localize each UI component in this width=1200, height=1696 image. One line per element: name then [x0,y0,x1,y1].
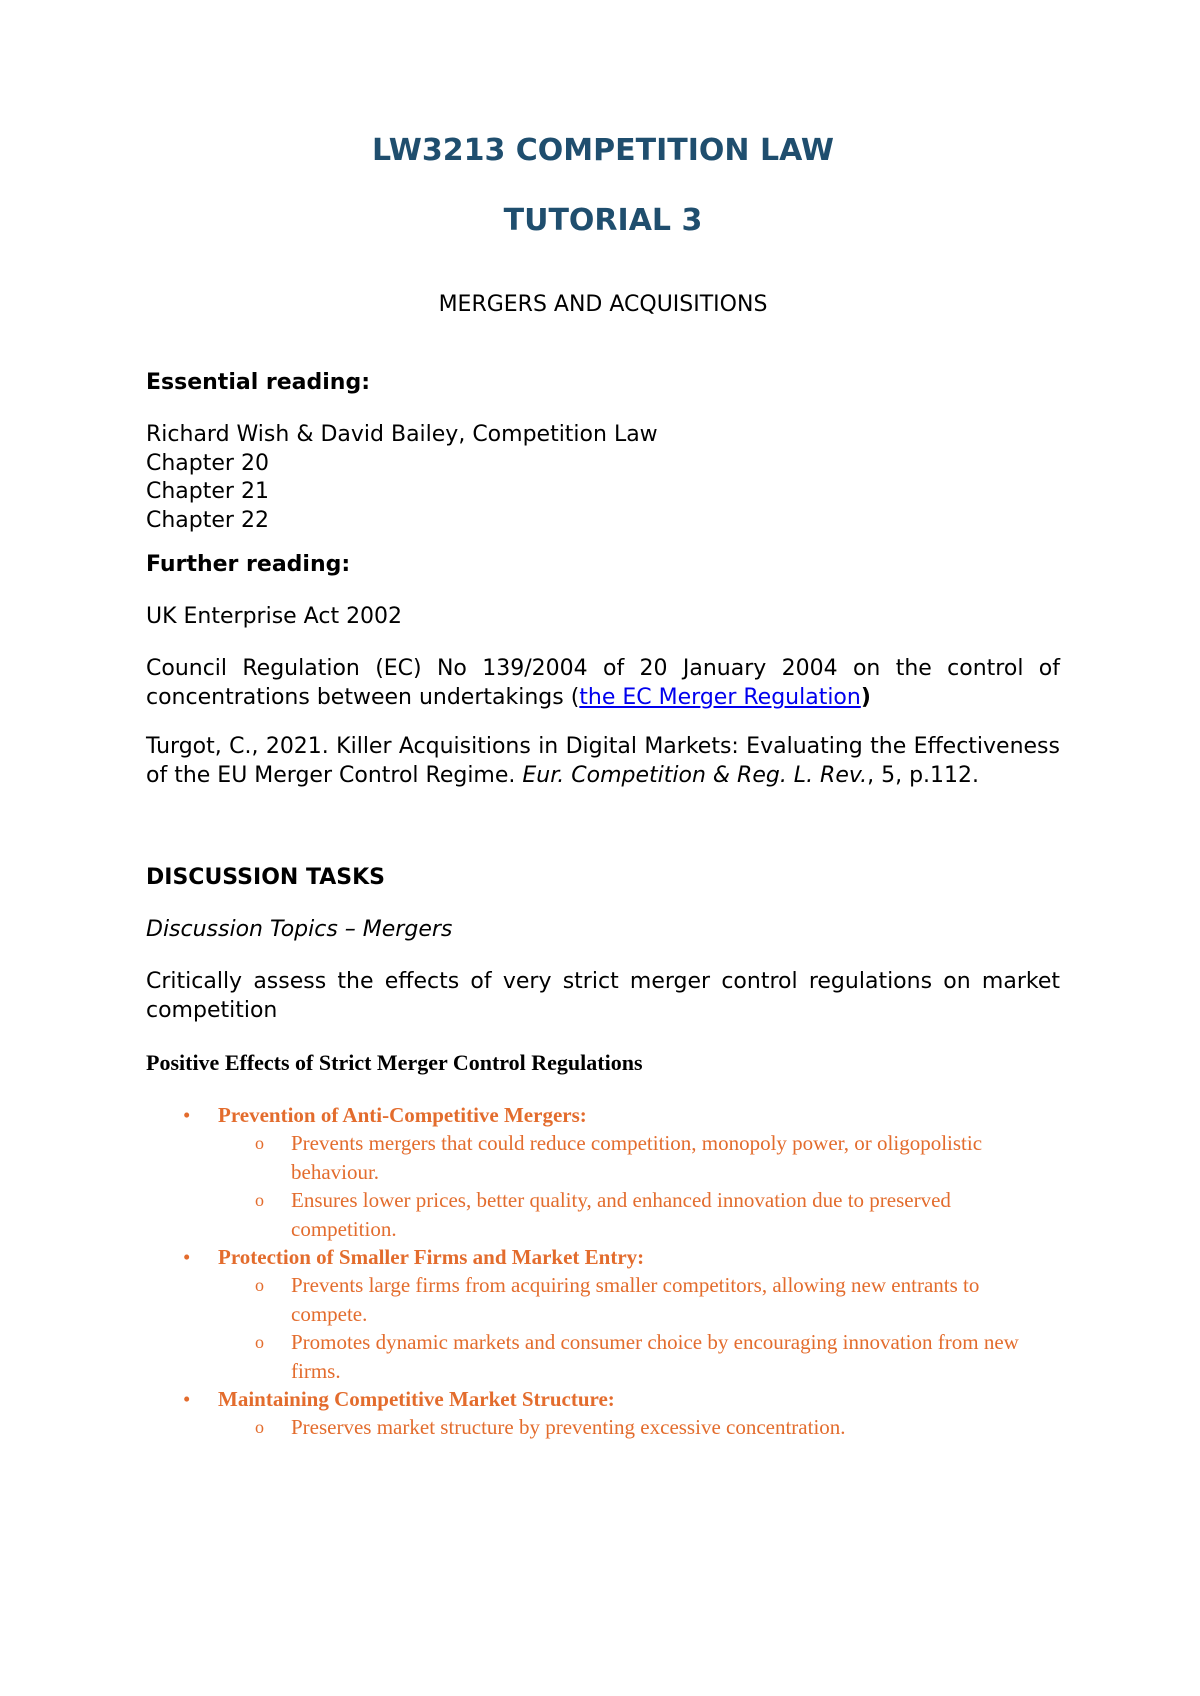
list-item: o Prevents mergers that could reduce competition, monopoly power, or oligopolistic behaviour. [255,1131,983,1184]
further-reading-item-3 [146,733,1060,790]
further-reading-item-1: UK Enterprise Act 2002 [146,604,403,629]
bullet-icon: • [183,1245,191,1270]
positive-effects-list [146,1101,1060,1442]
list-item [146,1101,1060,1243]
turgot-journal: Eur. Competition & Reg. L. Rev. [522,762,868,788]
sub-bullet-icon: o [255,1190,264,1211]
sub-bullet-icon: o [255,1332,264,1353]
discussion-topics-label: Discussion Topics – Mergers [146,917,453,942]
sub-bullet-icon: o [255,1275,264,1296]
list-item: o Prevents large firms from acquiring smaller competitors, allowing new entrants to compete. [255,1273,980,1326]
regulation-text: Council Regulation (EC) No 139/2004 of 20 January 2004 on the control of concentrations between undertakings ( [146,656,1060,710]
bullet-icon: • [183,1103,191,1127]
positive-effects-heading: Positive Effects of Strict Merger Control Regulations [146,1050,643,1075]
list-item [146,1385,1060,1442]
regulation-close: ) [860,684,871,710]
sub-list [218,1271,1060,1385]
essential-reading-list [146,421,1060,535]
sub-list [218,1129,1060,1243]
sub-list [218,1413,1060,1441]
course-title: LW3213 COMPETITION LAW [371,133,835,168]
further-reading-item-2 [146,655,1060,712]
chapter-22: Chapter 22 [146,507,269,533]
bullet-icon: • [183,1387,191,1412]
sub-bullet-icon: o [255,1417,264,1438]
discussion-tasks-heading: DISCUSSION TASKS [146,865,386,890]
turgot-tail: , 5, p.112. [867,762,980,788]
ec-merger-regulation-link[interactable]: the EC Merger Regulation [579,684,861,710]
bullet-label: Protection of Smaller Firms and Market Entry: [218,1245,645,1270]
bullet-label: Prevention of Anti-Competitive Mergers: [218,1103,587,1127]
list-item: o Ensures lower prices, better quality, and enhanced innovation due to preserved competition. [255,1188,951,1241]
chapter-21: Chapter 21 [146,479,269,504]
document-page [146,0,1060,1696]
further-reading-heading: Further reading: [146,552,351,577]
bullet-label: Maintaining Competitive Market Structure: [218,1387,615,1412]
chapter-20: Chapter 20 [146,450,269,476]
list-item: o Promotes dynamic markets and consumer choice by encouraging innovation from new firms. [255,1330,1019,1383]
tutorial-title: TUTORIAL 3 [503,203,703,238]
essential-book: Richard Wish & David Bailey, Competition Law [146,422,658,447]
discussion-question: Critically assess the effects of very strict merger control regulations on market competition [146,969,1060,1023]
list-item [146,1243,1060,1385]
list-item: o Preserves market structure by preventing excessive concentration. [146,1413,1060,1441]
essential-reading-heading: Essential reading: [146,370,371,395]
turgot-text: Turgot, C., 2021. Killer Acquisitions in Digital Markets: Evaluating the Effectiveness of the EU Merger Control Regime. [146,734,1060,788]
sub-bullet-icon: o [255,1133,264,1154]
topic-title: MERGERS AND ACQUISITIONS [438,292,768,317]
